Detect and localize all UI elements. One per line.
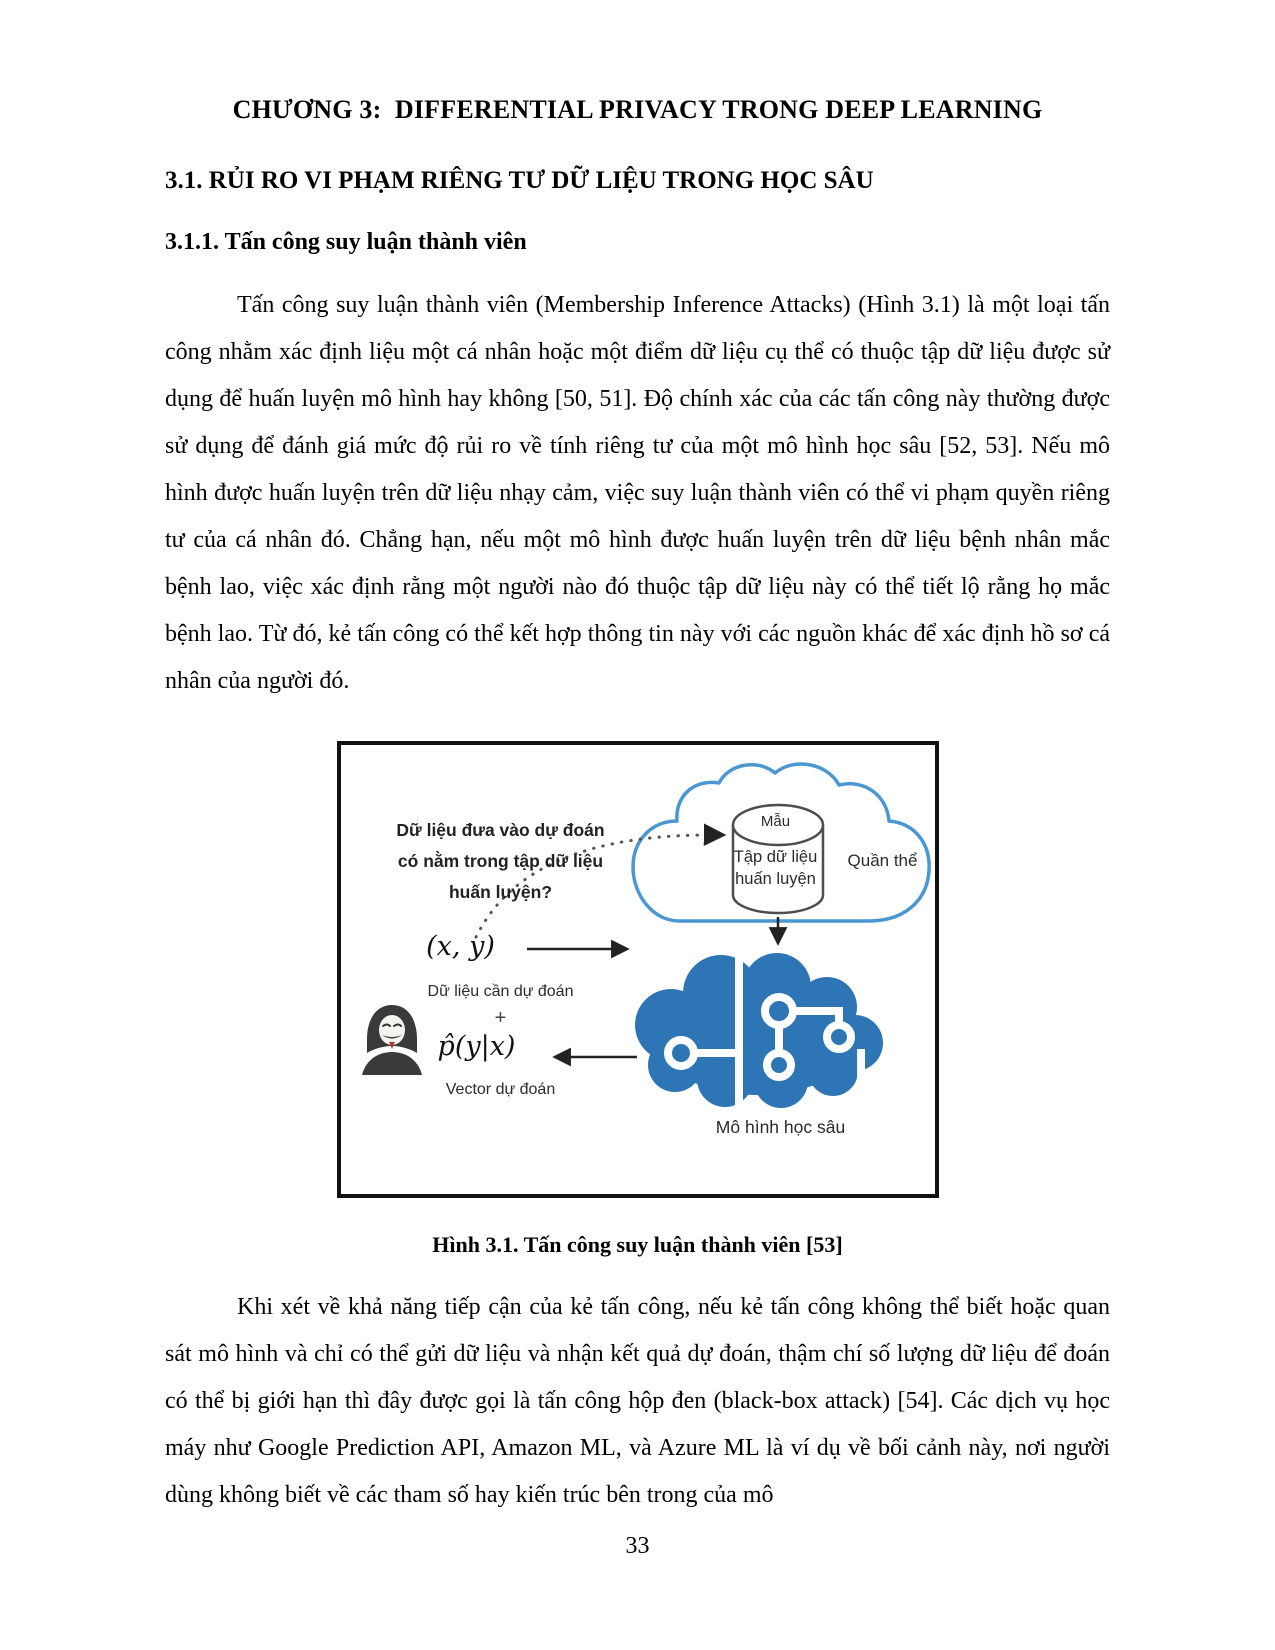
section-heading: 3.1. RỦI RO VI PHẠM RIÊNG TƯ DỮ LIỆU TRONG HỌC SÂU (165, 167, 874, 194)
training-dataset-line: huấn luyện (735, 870, 816, 888)
figure-frame (337, 741, 939, 1198)
paragraph-membership-inference: Tấn công suy luận thành viên (Membership Inference Attacks) (Hình 3.1) là một loại tấn công nhằm xác định liệu một cá nhân hoặc một điểm dữ liệu cụ thể có thuộc tập dữ liệu được sử dụng để huấn luyện mô hình hay không [50, 51]. Độ chính xác của các tấn công này thường được sử dụng để đánh giá mức độ rủi ro về tính riêng tư của một mô hình học sâu [52, 53]. Nếu mô hình được huấn luyện trên dữ liệu nhạy cảm, việc suy luận thành viên có thể vi phạm quyền riêng tư của cá nhân đó. Chẳng hạn, nếu một mô hình được huấn luyện trên dữ liệu bệnh nhân mắc bệnh lao, việc xác định rằng một người nào đó thuộc tập dữ liệu này có thể tiết lộ rằng họ mắc bệnh lao. Từ đó, kẻ tấn công có thể kết hợp thông tin này với các nguồn khác để xác định hồ sơ cá nhân của người đó. (165, 292, 1110, 694)
training-dataset-line: Tập dữ liệu (733, 848, 818, 866)
figure-caption: Hình 3.1. Tấn công suy luận thành viên [53] (432, 1232, 843, 1257)
figure-3-1 (337, 741, 939, 1198)
prediction-vector-label: Vector dự đoán (445, 1081, 556, 1098)
sample-label: Mẫu (760, 813, 791, 830)
plus-sign: + (494, 1007, 507, 1029)
paragraph-black-box: Khi xét về khả năng tiếp cận của kẻ tấn công, nếu kẻ tấn công không thể biết hoặc quan sát mô hình và chỉ có thể gửi dữ liệu và nhận kết quả dự đoán, thậm chí số lượng dữ liệu để đoán có thể bị giới hạn thì đây được gọi là tấn công hộp đen (black-box attack) [54]. Các dịch vụ học máy như Google Prediction API, Amazon ML, và Azure ML là ví dụ về bối cảnh này, nơi người dùng không biết về các tham số hay kiến trúc bên trong của mô (165, 1294, 1110, 1508)
training-dataset-label (728, 846, 824, 890)
population-label: Quần thể (847, 851, 918, 870)
deep-model-brain-icon (635, 953, 883, 1111)
chapter-heading: CHƯƠNG 3: DIFFERENTIAL PRIVACY TRONG DEEP LEARNING (232, 95, 1043, 124)
input-math-label: (x, y) (426, 931, 495, 962)
deep-model-label: Mô hình học sâu (715, 1117, 846, 1137)
query-question-line: huấn luyện? (448, 882, 553, 902)
query-question-line: có nằm trong tập dữ liệu (397, 851, 604, 871)
query-question-line: Dữ liệu đưa vào dự đoán (396, 820, 605, 840)
page-number: 33 (625, 1533, 650, 1559)
input-data-label: Dữ liệu cần dự đoán (427, 983, 574, 1000)
output-math-label: p̂(y|x) (437, 1031, 516, 1062)
query-question-label (365, 815, 637, 908)
subsection-heading: 3.1.1. Tấn công suy luận thành viên (165, 229, 527, 255)
